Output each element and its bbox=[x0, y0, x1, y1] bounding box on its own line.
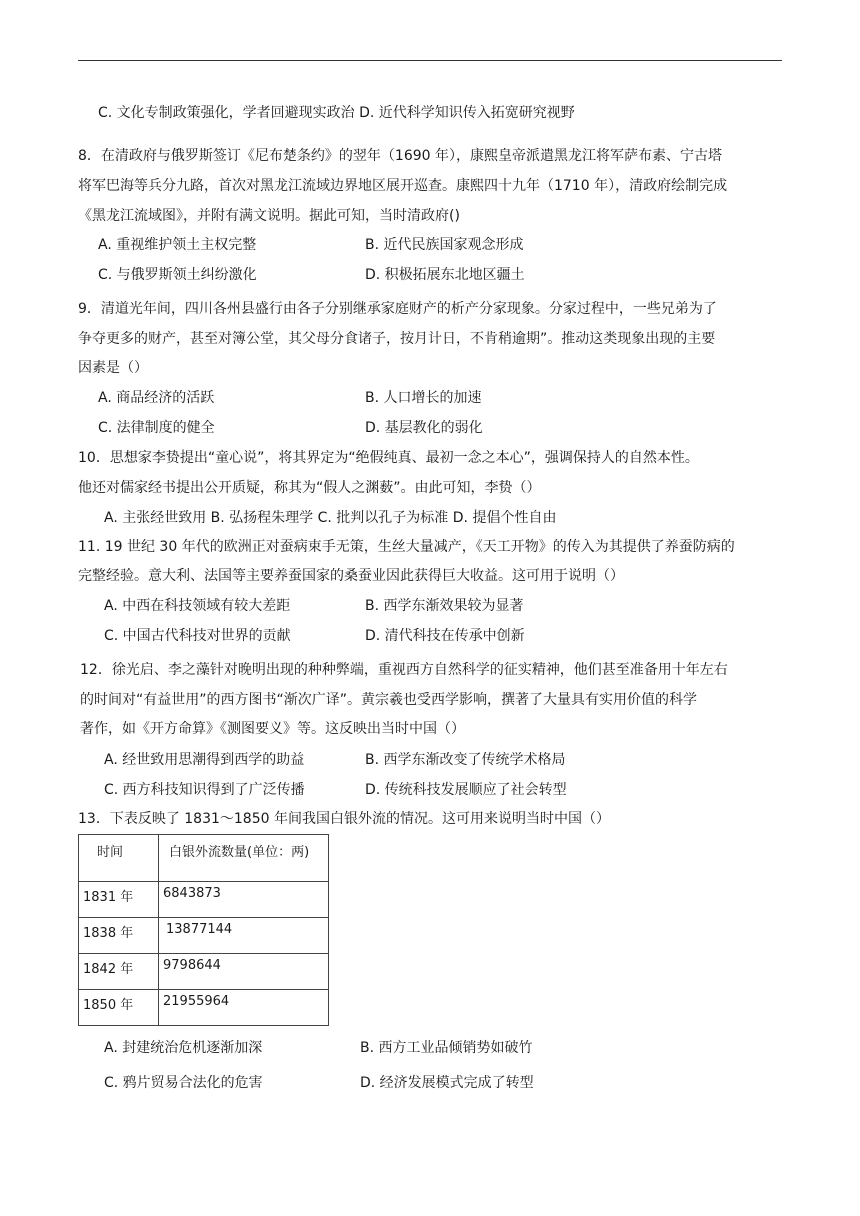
q12-option-d[interactable]: D. 传统科技发展顺应了社会转型 bbox=[365, 782, 567, 798]
q13-option-b[interactable]: B. 西方工业品倾销势如破竹 bbox=[360, 1040, 533, 1056]
table-row bbox=[79, 990, 329, 1026]
q8-option-b[interactable]: B. 近代民族国家观念形成 bbox=[365, 237, 524, 253]
table-header-row bbox=[79, 835, 329, 882]
table-cell-amount: 6843873 bbox=[159, 882, 329, 918]
q9-option-b[interactable]: B. 人口增长的加速 bbox=[365, 390, 482, 406]
q11-option-b[interactable]: B. 西学东渐效果较为显著 bbox=[365, 598, 524, 614]
q11-option-d[interactable]: D. 清代科技在传承中创新 bbox=[365, 628, 525, 644]
q8-option-d[interactable]: D. 积极拓展东北地区疆土 bbox=[365, 267, 525, 283]
q12-option-a[interactable]: A. 经世致用思潮得到西学的助益 bbox=[104, 752, 305, 768]
q13-option-c[interactable]: C. 鸦片贸易合法化的危害 bbox=[104, 1075, 263, 1091]
q9-stem-line-3: 因素是（） bbox=[78, 360, 148, 376]
q9-stem-line-1: 9．清道光年间，四川各州县盛行由各子分别继承家庭财产的析产分家现象。分家过程中，一些兄弟为了 bbox=[78, 301, 717, 317]
table-cell-year: 1842 年 bbox=[79, 954, 159, 990]
table-cell-year: 1838 年 bbox=[79, 918, 159, 954]
table-header-cell: 白银外流数量(单位：两) bbox=[159, 835, 329, 882]
table-header-cell: 时间 bbox=[79, 835, 159, 882]
q8-option-a[interactable]: A. 重视维护领土主权完整 bbox=[98, 237, 257, 253]
table-cell-year: 1850 年 bbox=[79, 990, 159, 1026]
q13-stem: 13．下表反映了 1831～1850 年间我国白银外流的情况。这可用来说明当时中国（） bbox=[78, 811, 610, 827]
q8-stem-line-2: 将军巴海等兵分九路，首次对黑龙江流域边界地区展开巡查。康熙四十九年（1710 年），清政府绘制完成 bbox=[78, 178, 728, 194]
table-cell-amount: 9798644 bbox=[159, 954, 329, 990]
q12-stem-line-3: 著作，如《开方命算》《测图要义》等。这反映出当时中国（） bbox=[80, 721, 465, 737]
q13-option-a[interactable]: A. 封建统治危机逐渐加深 bbox=[104, 1040, 263, 1056]
q8-option-c[interactable]: C. 与俄罗斯领土纠纷激化 bbox=[98, 267, 257, 283]
previous-question-options: C. 文化专制政策强化，学者回避现实政治 D. 近代科学知识传入拓宽研究视野 bbox=[98, 105, 575, 121]
q11-stem-line-2: 完整经验。意大利、法国等主要养蚕国家的桑蚕业因此获得巨大收益。这可用于说明（） bbox=[78, 568, 624, 584]
q12-stem-line-2: 的时间对“有益世用”的西方图书“渐次广译”。黄宗羲也受西学影响，撰著了大量具有实用价值的科学 bbox=[80, 692, 698, 708]
q9-option-a[interactable]: A. 商品经济的活跃 bbox=[98, 390, 215, 406]
q10-options[interactable]: A. 主张经世致用 B. 弘扬程朱理学 C. 批判以孔子为标准 D. 提倡个性自由 bbox=[104, 510, 557, 526]
table-cell-amount: 13877144 bbox=[159, 918, 329, 954]
q11-option-a[interactable]: A. 中西在科技领域有较大差距 bbox=[104, 598, 291, 614]
q8-stem-line-1: 8．在清政府与俄罗斯签订《尼布楚条约》的翌年（1690 年），康熙皇帝派遣黑龙江将军萨布素、宁古塔 bbox=[78, 148, 722, 164]
q9-option-c[interactable]: C. 法律制度的健全 bbox=[98, 420, 215, 436]
q12-stem-line-1: 12．徐光启、李之藻针对晚明出现的种种弊端，重视西方自然科学的征实精神，他们甚至准备用十年左右 bbox=[80, 662, 728, 678]
q9-stem-line-2: 争夺更多的财产，甚至对簿公堂，其父母分食诸子，按月计日，不肯稍逾期”。推动这类现象出现的主要 bbox=[78, 331, 716, 347]
table-cell-amount: 21955964 bbox=[159, 990, 329, 1026]
table-cell-year: 1831 年 bbox=[79, 882, 159, 918]
table-row bbox=[79, 918, 329, 954]
q8-stem-line-3: 《黑龙江流域图》，并附有满文说明。据此可知，当时清政府() bbox=[78, 208, 460, 224]
table-row bbox=[79, 882, 329, 918]
q11-stem-line-1: 11. 19 世纪 30 年代的欧洲正对蚕病束手无策，生丝大量减产，《天工开物》的传入为其提供了养蚕防病的 bbox=[78, 539, 735, 555]
q12-option-b[interactable]: B. 西学东渐改变了传统学术格局 bbox=[365, 752, 566, 768]
q13-option-d[interactable]: D. 经济发展模式完成了转型 bbox=[360, 1075, 534, 1091]
q10-stem-line-2: 他还对儒家经书提出公开质疑，称其为“假人之渊薮”。由此可知，李贽（） bbox=[78, 480, 541, 496]
q9-option-d[interactable]: D. 基层教化的弱化 bbox=[365, 420, 483, 436]
silver-outflow-table bbox=[78, 834, 329, 1026]
q10-stem-line-1: 10．思想家李贽提出“童心说”，将其界定为“绝假纯真、最初一念之本心”，强调保持人的自然本性。 bbox=[78, 450, 699, 466]
q12-option-c[interactable]: C. 西方科技知识得到了广泛传播 bbox=[104, 782, 305, 798]
table-row bbox=[79, 954, 329, 990]
q11-option-c[interactable]: C. 中国古代科技对世界的贡献 bbox=[104, 628, 291, 644]
header-rule bbox=[78, 60, 782, 61]
